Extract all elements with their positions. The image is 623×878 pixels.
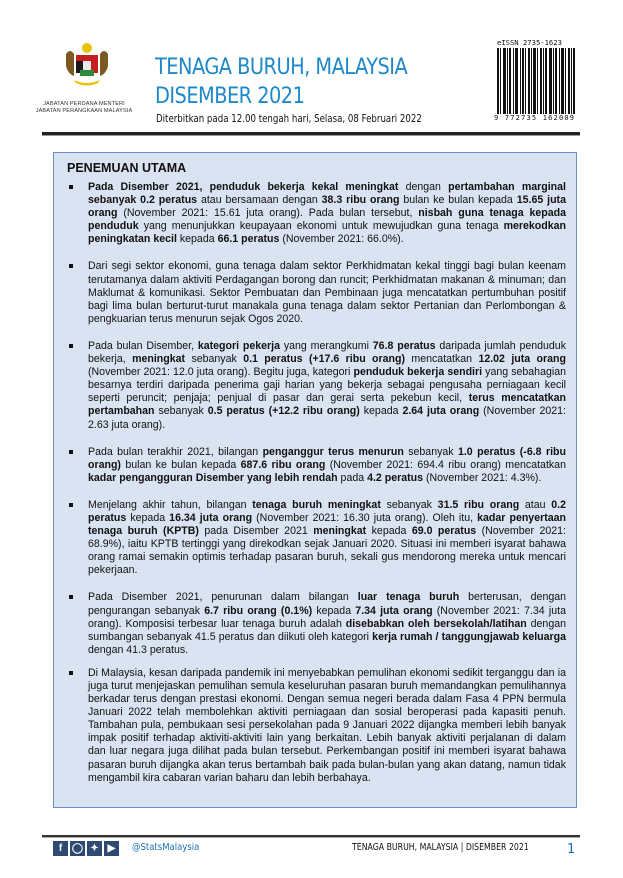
finding-text: Menjelang akhir tahun, bilangan tenaga buruh meningkat sebanyak 31.5 ribu orang atau 0.2 peratus kepada 16.34 juta orang (November 2021: 16.30 juta orang). Oleh itu, kadar penyertaan tenaga buruh (KPTB) pada Disember 2021 meningkat kepada 69.0 peratus (November 2021: 68.9%), iaitu KPTB tertinggi yang direkodkan sejak Januari 2020. Situasi ini memberi isyarat bahawa orang ramai semakin optimis terhadap pasaran buruh, sekali gus mendorong mereka untuk mencari pekerjaan. xyxy=(88,498,566,577)
finding-item xyxy=(66,591,566,656)
finding-text: Di Malaysia, kesan daripada pandemik ini menyebabkan pemulihan ekonomi sedikit terganggu dan ia juga turut menjejaskan pemulihan semula keseluruhan pasaran buruh memandangkan pemulihannya berkadar terus dengan prestasi ekonomi. Dengan semua negeri berada dalam Fasa 4 PPN bermula Januari 2022 telah membolehkan aktiviti perniagaan dan sosial beroperasi pada kapasiti penuh. Tambahan pula, pembukaan sesi persekolahan pada 9 Januari 2022 dijangka memberi lebih banyak impak positif terhadap aktiviti-aktiviti lain yang berkaitan. Lebih banyak aktiviti perjalanan di dalam dan luar negara juga dilihat pada bulan tersebut. Perkembangan positif ini memberi isyarat bahawa pasaran buruh dijangka akan terus bertambah baik pada bulan-bulan yang akan datang, namun tidak mengambil kira cabaran varian baharu dan lebih berbahaya. xyxy=(88,666,566,784)
finding-item xyxy=(66,260,566,325)
finding-text: Pada bulan terakhir 2021, bilangan penganggur terus menurun sebanyak 1.0 peratus (-6.8 ribu orang) bulan ke bulan kepada 687.6 ribu orang (November 2021: 694.4 ribu orang) mencatatkan kadar pengangguran Disember yang lebih rendah pada 4.2 peratus (November 2021: 4.3%). xyxy=(88,445,566,484)
bullet-icon xyxy=(69,450,73,454)
finding-text: Dari segi sektor ekonomi, guna tenaga dalam sektor Perkhidmatan kekal tinggi bagi bulan keenam terutamanya dalam aktiviti Perdagangan borong dan runcit; Perkhidmatan makanan & minuman; dan Maklumat & komunikasi. Sektor Pembuatan dan Pembinaan juga mencatatkan pertumbuhan positif bagi lima bulan berturut-turut manakala guna tenaga dalam sektor Pertanian dan Perlombongan & pengkuarian terus menurun sejak Ogos 2020. xyxy=(88,260,566,325)
title-line-1: TENAGA BURUH, MALAYSIA xyxy=(155,55,408,80)
twitter-icon[interactable]: ✦ xyxy=(87,841,102,856)
agency-line-2: JABATAN PERANGKAAN MALAYSIA xyxy=(35,108,133,114)
finding-text: Pada Disember 2021, penurunan dalam bilangan luar tenaga buruh berterusan, dengan pengurangan sebanyak 6.7 ribu orang (0.1%) kepada 7.34 juta orang (November 2021: 7.34 juta orang). Komposisi terbesar luar tenaga buruh adalah disebabkan oleh bersekolah/latihan dengan sumbangan sebanyak 41.5 peratus dan diikuti oleh kategori kerja rumah / tanggungjawab keluarga dengan 41.3 peratus. xyxy=(88,591,567,656)
social-links xyxy=(53,841,119,856)
agency-line-1: JABATAN PERDANA MENTERI xyxy=(43,101,125,107)
finding-item xyxy=(66,340,566,432)
finding-item xyxy=(66,499,566,578)
footer-title: TENAGA BURUH, MALAYSIA | DISEMBER 2021 xyxy=(352,842,529,853)
finding-item xyxy=(66,446,566,485)
facebook-icon[interactable]: f xyxy=(53,841,68,856)
issn-label: eISSN 2735-1623 xyxy=(497,38,562,47)
page-title xyxy=(155,53,407,111)
header-divider xyxy=(42,132,580,136)
barcode xyxy=(497,48,577,114)
finding-item xyxy=(66,667,566,785)
bullet-icon xyxy=(69,503,73,507)
barcode-number: 9 772735 162009 xyxy=(494,114,576,122)
findings-list xyxy=(66,181,566,785)
publication-date: Diterbitkan pada 12.00 tengah hari, Selasa, 08 Februari 2022 xyxy=(156,112,422,125)
key-findings-panel xyxy=(53,152,577,808)
footer-divider xyxy=(42,835,580,838)
bullet-icon xyxy=(69,671,73,675)
finding-text: Pada bulan Disember, kategori pekerja yang merangkumi 76.8 peratus daripada jumlah penduduk bekerja, meningkat sebanyak 0.1 peratus (+17.6 ribu orang) mencatatkan 12.02 juta orang (November 2021: 12.0 juta orang). Begitu juga, kategori penduduk bekerja sendiri yang sebahagian besarnya terdiri daripada penerima gaji harian yang bekerja sebagai pengusaha perniagaan kecil seperti peruncit; penjaja; penjual di pasar dan gerai serta pekebun kecil, terus mencatatkan pertambahan sebanyak 0.5 peratus (+12.2 ribu orang) kepada 2.64 juta orang (November 2021: 2.63 juta orang). xyxy=(88,339,566,431)
bullet-icon xyxy=(69,185,73,189)
finding-text: Pada Disember 2021, penduduk bekerja kekal meningkat dengan pertambahan marginal sebanyak 0.2 peratus atau bersamaan dengan 38.3 ribu orang bulan ke bulan kepada 15.65 juta orang (November 2021: 15.61 juta orang). Pada bulan tersebut, nisbah guna tenaga kepada penduduk yang menunjukkan keupayaan ekonomi untuk mewujudkan guna tenaga merekodkan peningkatan kecil kepada 66.1 peratus (November 2021: 66.0%). xyxy=(88,181,566,246)
social-handle[interactable]: @StatsMalaysia xyxy=(132,842,200,853)
bullet-icon xyxy=(69,264,73,268)
agency-name xyxy=(22,101,146,115)
instagram-icon[interactable]: ◯ xyxy=(71,843,84,854)
bullet-icon xyxy=(69,595,73,599)
coat-of-arms-logo xyxy=(62,40,112,90)
title-line-2: DISEMBER 2021 xyxy=(155,84,305,109)
bullet-icon xyxy=(69,344,73,348)
key-findings-heading: PENEMUAN UTAMA xyxy=(67,161,187,175)
page-number: 1 xyxy=(567,842,576,857)
youtube-icon[interactable]: ▶ xyxy=(104,841,119,856)
finding-item xyxy=(66,181,566,246)
